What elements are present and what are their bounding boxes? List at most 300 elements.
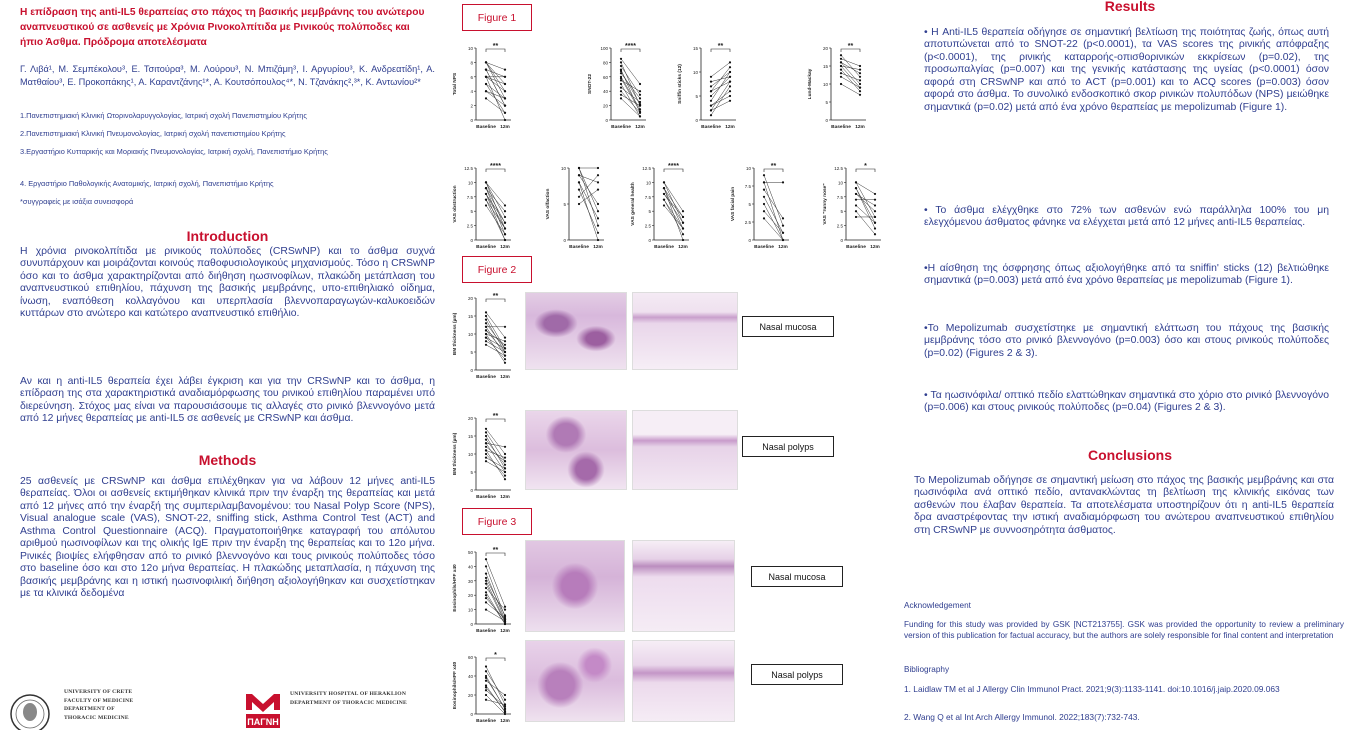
data-point: [485, 587, 487, 589]
pair-line: [486, 443, 505, 447]
data-point: [504, 478, 506, 480]
data-point: [485, 326, 487, 328]
introduction-heading: Introduction: [186, 228, 269, 244]
y-tick-label: 40: [467, 564, 473, 570]
results-heading: Results: [1104, 0, 1156, 14]
data-point: [578, 196, 580, 198]
data-point: [485, 61, 487, 63]
data-point: [729, 81, 731, 83]
data-point: [485, 670, 487, 672]
data-point: [840, 58, 842, 60]
data-point: [874, 227, 876, 229]
significance-label: ****: [490, 163, 501, 170]
x-tick-label: 12m: [778, 245, 788, 250]
data-point: [855, 199, 857, 201]
y-axis-label: Sniffin sticks (12): [678, 64, 683, 104]
data-point: [682, 216, 684, 218]
data-point: [597, 217, 599, 219]
data-point: [504, 358, 506, 360]
histology-polyps-12m: [632, 410, 738, 490]
y-tick-label: 20: [467, 693, 473, 698]
y-tick-label: 10: [692, 70, 698, 75]
data-point: [620, 70, 622, 72]
y-tick-label: 0: [605, 118, 608, 123]
data-point: [855, 210, 857, 212]
data-point: [485, 83, 487, 85]
data-point: [504, 76, 506, 78]
y-axis-label: BM thickness (µm): [453, 312, 458, 356]
y-tick-label: 10: [645, 180, 651, 186]
y-tick-label: 2.5: [744, 220, 751, 225]
results-bullet-5: • Τα ηωσινόφιλα/ οπτικό πεδίο ελαττώθηκαν σημαντικά στο χόριο στο ρινικό βλεννογόνο (p=0.006) και στους ρινικούς πολύποδες (p=0.04) (Figures 2 & 3).: [924, 390, 1329, 414]
plot-vas-obstruction: [450, 156, 525, 256]
data-point: [782, 232, 784, 234]
data-point: [504, 97, 506, 99]
y-tick-label: 10: [837, 180, 843, 186]
data-point: [504, 453, 506, 455]
figure-1-label: Figure 1: [462, 4, 532, 31]
data-point: [504, 83, 506, 85]
data-point: [859, 90, 861, 92]
pair-line: [486, 77, 505, 120]
data-point: [485, 329, 487, 331]
pair-line: [841, 77, 860, 88]
pair-line: [486, 200, 505, 229]
y-tick-label: 0: [825, 118, 828, 123]
data-point: [485, 97, 487, 99]
data-point: [710, 114, 712, 116]
results-bullet-4: •Το Mepolizumab συσχετίστηκε με σημαντική ελάττωση του πάχους της βασικής μεμβράνης τόσο στο ρινικό βλεννογόνο (p=0.003) όσο και στους ρινικούς πολύποδες (p=0.02) (Figures 2 & 3).: [924, 323, 1329, 359]
data-point: [597, 239, 599, 241]
y-tick-label: 0: [563, 238, 566, 243]
pair-line: [486, 316, 505, 348]
histology-eos-polyps-12m: [632, 640, 735, 722]
x-tick-label: 12m: [678, 245, 688, 250]
histology-mucosa-baseline: [525, 292, 627, 370]
data-point: [874, 199, 876, 201]
data-point: [504, 239, 506, 241]
data-point: [710, 90, 712, 92]
data-point: [840, 76, 842, 78]
data-point: [485, 181, 487, 183]
y-tick-label: 12.5: [464, 166, 473, 171]
data-point: [639, 103, 641, 105]
data-point: [485, 686, 487, 688]
plot-sniffin-sticks: [675, 36, 750, 136]
x-tick-label: 12m: [500, 245, 510, 250]
data-point: [485, 76, 487, 78]
y-axis-label: VAS olfaction: [546, 188, 551, 220]
y-tick-label: 50: [467, 550, 473, 555]
data-point: [485, 69, 487, 71]
pair-line: [621, 98, 640, 116]
y-tick-label: 2.5: [466, 223, 473, 229]
data-point: [485, 199, 487, 201]
conclusions-heading: Conclusions: [1087, 447, 1172, 463]
data-point: [578, 167, 580, 169]
nasal-mucosa-tag-fig3: Nasal mucosa: [751, 566, 843, 587]
x-tick-label: Baseline: [654, 245, 674, 250]
data-point: [729, 61, 731, 63]
data-point: [485, 319, 487, 321]
y-tick-label: 20: [822, 46, 828, 51]
y-tick-label: 20: [467, 416, 473, 421]
x-tick-label: 12m: [635, 125, 645, 130]
affiliation-3: 3.Εργαστήριο Κυτταρικής και Μοριακής Πνευμονολογίας, Ιατρική σχολή, Πανεπιστήμιο Κρήτης: [20, 147, 328, 156]
plot-bm-thickness-polyps: [450, 406, 525, 506]
data-point: [485, 597, 487, 599]
y-tick-label: 0: [648, 238, 651, 243]
y-tick-label: 6: [470, 74, 473, 80]
results-bullet-2: • Το άσθμα ελέγχθηκε στο 72% των ασθενών ενώ παράλληλα 100% του μη ελεγχόμενου άσθματος φάνηκε να ελέγχεται μετά από 12 μήνες anti-IL5 θεραπείας.: [924, 205, 1329, 229]
data-point: [485, 601, 487, 603]
data-point: [763, 210, 765, 212]
x-tick-label: 12m: [500, 629, 510, 634]
data-point: [710, 105, 712, 107]
data-point: [485, 460, 487, 462]
hospital-logo-text: UNIVERSITY HOSPITAL OF HERAKLION DEPARTMENT OF THORACIC MEDICINE: [290, 691, 407, 706]
significance-label: *: [864, 163, 867, 170]
data-point: [597, 203, 599, 205]
nasal-polyps-tag-fig3: Nasal polyps: [751, 664, 843, 685]
y-tick-label: 100: [600, 46, 608, 51]
pair-line: [486, 205, 505, 234]
x-tick-label: Baseline: [476, 125, 496, 130]
data-point: [729, 76, 731, 78]
data-point: [729, 90, 731, 92]
histology-eos-mucosa-12m: [632, 540, 735, 632]
data-point: [485, 580, 487, 582]
y-tick-label: 60: [602, 74, 608, 80]
nasal-mucosa-tag: Nasal mucosa: [742, 316, 834, 337]
x-tick-label: 12m: [500, 719, 510, 724]
y-tick-label: 0: [470, 712, 473, 717]
significance-label: *: [494, 652, 497, 659]
data-point: [485, 333, 487, 335]
significance-label: **: [492, 293, 499, 300]
data-point: [485, 684, 487, 686]
data-point: [504, 119, 506, 121]
data-point: [710, 95, 712, 97]
figure-3-label: Figure 3: [462, 508, 532, 535]
data-point: [504, 222, 506, 224]
results-bullet-3: •Η αίσθηση της όσφρησης όπως αξιολογήθηκε από τα sniffin' sticks (12) βελτιώθηκε σημαντικά (p=0.003) μετά από ένα χρόνο θεραπείας με mepolizumab (Figure 1).: [924, 263, 1329, 287]
data-point: [782, 239, 784, 241]
data-point: [485, 428, 487, 430]
data-point: [485, 694, 487, 696]
significance-label: **: [492, 413, 499, 420]
pair-line: [664, 194, 683, 223]
y-tick-label: 10: [822, 82, 828, 87]
pair-line: [621, 95, 640, 106]
significance-label: **: [492, 43, 499, 50]
y-tick-label: 10: [467, 607, 473, 613]
data-point: [859, 65, 861, 67]
y-tick-label: 10: [467, 46, 473, 51]
data-point: [840, 72, 842, 74]
data-point: [729, 100, 731, 102]
author-list: Γ. Λιβά¹, Μ. Σεμπέκολου³, Ε. Τσιτούρα³, Μ. Λούρου³, Ν. Μπιζάμη³, Ι. Αργυρίου³, Κ. Ανδρεατίδη¹, Α. Ματθαίου³, Ε. Προκοπάκης¹, Α. Καραντζάνης¹*, Α. Κουτσόπουλος⁴*, Ν. Τζανάκης²,³*, Κ. Αντωνίου²*: [20, 64, 435, 87]
pair-line: [856, 182, 875, 194]
y-tick-label: 5: [748, 202, 751, 207]
data-point: [485, 583, 487, 585]
plot-lund-mackay: [805, 36, 880, 136]
pair-line: [711, 77, 730, 82]
y-tick-label: 4: [470, 89, 473, 95]
data-point: [620, 77, 622, 79]
x-tick-label: 12m: [870, 245, 880, 250]
data-point: [639, 90, 641, 92]
pair-line: [621, 71, 640, 104]
data-point: [840, 69, 842, 71]
data-point: [859, 87, 861, 89]
data-point: [597, 167, 599, 169]
data-point: [485, 337, 487, 339]
data-point: [504, 623, 506, 625]
data-point: [639, 110, 641, 112]
y-tick-label: 0: [695, 118, 698, 123]
data-point: [597, 225, 599, 227]
pair-line: [486, 450, 505, 479]
y-tick-label: 7.5: [744, 184, 751, 189]
data-point: [859, 76, 861, 78]
data-point: [504, 326, 506, 328]
data-point: [504, 227, 506, 229]
data-point: [504, 707, 506, 709]
pair-line: [486, 77, 505, 91]
data-point: [682, 233, 684, 235]
methods-heading: Methods: [198, 452, 257, 468]
data-point: [504, 614, 506, 616]
y-axis-label: Eosinophils/HPF x40: [453, 661, 458, 710]
data-point: [485, 699, 487, 701]
significance-label: **: [492, 547, 499, 554]
data-point: [855, 193, 857, 195]
y-tick-label: 7.5: [466, 194, 473, 200]
data-point: [485, 675, 487, 677]
data-point: [729, 71, 731, 73]
plot-vas-facial-pain: [728, 156, 803, 256]
data-point: [710, 81, 712, 83]
pair-line: [579, 182, 598, 240]
x-tick-label: Baseline: [476, 495, 496, 500]
pair-line: [486, 194, 505, 229]
data-point: [682, 227, 684, 229]
pair-line: [486, 91, 505, 98]
affiliation-2: 2.Πανεπιστημιακή Κλινική Πνευμονολογίας, Ιατρική σχολή πανεπιστημίου Κρήτης: [20, 129, 286, 138]
data-point: [504, 460, 506, 462]
data-point: [504, 464, 506, 466]
y-tick-label: 10: [560, 166, 566, 171]
data-point: [597, 210, 599, 212]
histology-polyps-baseline: [525, 410, 627, 490]
x-tick-label: Baseline: [701, 125, 721, 130]
methods-paragraph: 25 ασθενείς με CRSwNP και άσθμα επιλέχθηκαν για να λάβουν 12 μήνες anti-IL5 θεραπείας. Όλοι οι ασθενείς εκτιμήθηκαν κλινικά πριν την έναρξη της θεραπείας και μετά από 12 μήνες από την έναρξή της συμπεριλαμβανομένου: του Nasal Polyp Score (NPS), Visual analogue scale (VAS), SNOT-22, sniffing stick, Asthma Control Test (ACT) and Asthma Control Questionnaire (ACQ). Πραγματοποιήθηκε καταγραφή του απόλυτου αριθμού ηωσινοφίλων και της ολικής IgE πριν την έναρξη της θεραπείας και το 12ο μήνα. Ρινικές βιοψίες ελήφθησαν από το ρινικό βλεννογόνο και τους ρινικούς πολύποδες τόσο στο baseline όσο και στο 12ο μήνα θεραπείας. Η πλακώδης μεταπλασία, η πάχυνση της βασικής μεμβράνης και η ιστική ηωσινοφιλική διήθηση αξιολογήθηκαν και συσχετίστηκαν με τα κλινικά δεδομένα: [20, 476, 435, 600]
y-axis-label: BM thickness (µm): [453, 432, 458, 476]
pair-line: [711, 96, 730, 106]
pair-line: [486, 602, 505, 618]
pair-line: [711, 82, 730, 92]
data-point: [485, 204, 487, 206]
bibliography-heading: Bibliography: [904, 665, 950, 674]
data-point: [485, 573, 487, 575]
affiliation-4: 4. Εργαστήριο Παθολογικής Ανατομικής, Ιατρική σχολή, Πανεπιστήμιο Κρήτης: [20, 179, 274, 188]
x-tick-label: Baseline: [831, 125, 851, 130]
data-point: [639, 94, 641, 96]
data-point: [504, 69, 506, 71]
data-point: [859, 94, 861, 96]
plot-vas-runny-nose: [820, 156, 895, 256]
data-point: [504, 694, 506, 696]
introduction-paragraph-1: Η χρόνια ρινοκολπίτιδα με ρινικούς πολύποδες (CRSwNP) και το άσθμα συχνά συνυπάρχουν και μοιράζονται κοινούς παθοφυσιολογικούς μηχανισμούς. Τόσο η CRSwNP όσο και το άσθμα χαρακτηρίζονται από διήθηση ηωσινοφίλων, πλακώδη μετάπλαση του αναπνευστικού επιθηλίου, πάχυνση της βασικής μεμβράνης, υπο-επιθηλιακό οίδημα, ίνωση, εναπόθεση κολλαγόνου και υπερπλασία βλεννοπαραγωγών-καλυκοειδών κυττάρων στο ανώτερο και κατώτερο αναπνευστικό επιθήλιο.: [20, 246, 435, 320]
data-point: [504, 703, 506, 705]
data-point: [485, 322, 487, 324]
data-point: [504, 112, 506, 114]
data-point: [504, 457, 506, 459]
data-point: [485, 90, 487, 92]
data-point: [682, 239, 684, 241]
data-point: [710, 76, 712, 78]
data-point: [504, 710, 506, 712]
data-point: [485, 453, 487, 455]
data-point: [504, 340, 506, 342]
y-tick-label: 12.5: [834, 166, 843, 171]
data-point: [682, 210, 684, 212]
data-point: [620, 87, 622, 89]
figure-2-label: Figure 2: [462, 256, 532, 283]
y-tick-label: 10: [467, 180, 473, 186]
data-point: [620, 94, 622, 96]
data-point: [729, 66, 731, 68]
data-point: [504, 713, 506, 715]
pair-line: [486, 671, 505, 700]
pair-line: [486, 429, 505, 454]
y-tick-label: 20: [602, 103, 608, 109]
data-point: [485, 315, 487, 317]
significance-label: ****: [668, 163, 679, 170]
data-point: [485, 680, 487, 682]
data-point: [874, 193, 876, 195]
hospital-logo-mark: ΠΑΓΝΗ: [247, 717, 279, 727]
data-point: [663, 199, 665, 201]
data-point: [485, 577, 487, 579]
data-point: [663, 187, 665, 189]
data-point: [710, 85, 712, 87]
data-point: [840, 61, 842, 63]
y-tick-label: 0: [840, 238, 843, 243]
data-point: [485, 340, 487, 342]
data-point: [782, 217, 784, 219]
data-point: [578, 174, 580, 176]
data-point: [504, 344, 506, 346]
bibliography-ref-1: 1. Laidlaw TM et al J Allergy Clin Immunol Pract. 2021;9(3):1133-1141. doi:10.1016/j.jaip.2020.09.063: [904, 684, 1280, 694]
y-tick-label: 20: [467, 593, 473, 599]
data-point: [639, 97, 641, 99]
y-tick-label: 30: [467, 578, 473, 584]
data-point: [763, 181, 765, 183]
x-tick-label: 12m: [500, 375, 510, 380]
data-point: [663, 193, 665, 195]
y-tick-label: 5: [825, 100, 828, 105]
data-point: [485, 457, 487, 459]
data-point: [682, 222, 684, 224]
bibliography-ref-2: 2. Wang Q et al Int Arch Allergy Immunol. 2022;183(7):732-743.: [904, 712, 1140, 722]
data-point: [504, 210, 506, 212]
y-tick-label: 5: [470, 209, 473, 215]
y-tick-label: 15: [692, 46, 698, 51]
y-tick-label: 5: [648, 209, 651, 215]
y-tick-label: 0: [470, 238, 473, 243]
data-point: [874, 210, 876, 212]
data-point: [504, 475, 506, 477]
data-point: [855, 187, 857, 189]
y-tick-label: 0: [470, 118, 473, 123]
data-point: [782, 225, 784, 227]
data-point: [504, 619, 506, 621]
data-point: [874, 233, 876, 235]
data-point: [485, 446, 487, 448]
pair-line: [711, 101, 730, 111]
x-tick-label: 12m: [725, 125, 735, 130]
data-point: [859, 69, 861, 71]
y-tick-label: 5: [840, 209, 843, 215]
y-tick-label: 12.5: [642, 166, 651, 171]
significance-label: **: [770, 163, 777, 170]
histology-mucosa-12m: [632, 292, 738, 370]
y-tick-label: 10: [467, 332, 473, 337]
data-point: [485, 665, 487, 667]
data-point: [840, 83, 842, 85]
data-point: [710, 109, 712, 111]
y-tick-label: 20: [467, 296, 473, 301]
x-tick-label: Baseline: [476, 375, 496, 380]
pair-line: [486, 182, 505, 205]
data-point: [504, 362, 506, 364]
pair-line: [579, 175, 598, 197]
data-point: [485, 187, 487, 189]
data-point: [485, 449, 487, 451]
data-point: [504, 204, 506, 206]
pair-line: [486, 188, 505, 211]
data-point: [859, 79, 861, 81]
y-axis-label: VAS general health: [631, 182, 636, 226]
pair-line: [841, 62, 860, 73]
y-tick-label: 2: [470, 103, 473, 109]
y-axis-label: Eosinophils/HPF x40: [453, 564, 458, 612]
y-tick-label: 15: [822, 64, 828, 69]
data-point: [855, 181, 857, 183]
y-tick-label: 8: [470, 60, 473, 66]
histology-eos-polyps-baseline: [525, 640, 625, 722]
pair-line: [841, 84, 860, 95]
nasal-polyps-tag: Nasal polyps: [742, 436, 834, 457]
data-point: [504, 347, 506, 349]
data-point: [485, 594, 487, 596]
data-point: [504, 216, 506, 218]
data-point: [504, 337, 506, 339]
x-tick-label: Baseline: [754, 245, 774, 250]
data-point: [485, 431, 487, 433]
significance-label: ****: [625, 43, 636, 50]
data-point: [578, 189, 580, 191]
x-tick-label: Baseline: [476, 629, 496, 634]
data-point: [840, 65, 842, 67]
y-axis-label: VAS facial pain: [731, 186, 736, 222]
y-tick-label: 60: [467, 655, 473, 660]
pair-line: [764, 175, 783, 225]
y-tick-label: 5: [470, 350, 473, 355]
pair-line: [579, 168, 598, 211]
